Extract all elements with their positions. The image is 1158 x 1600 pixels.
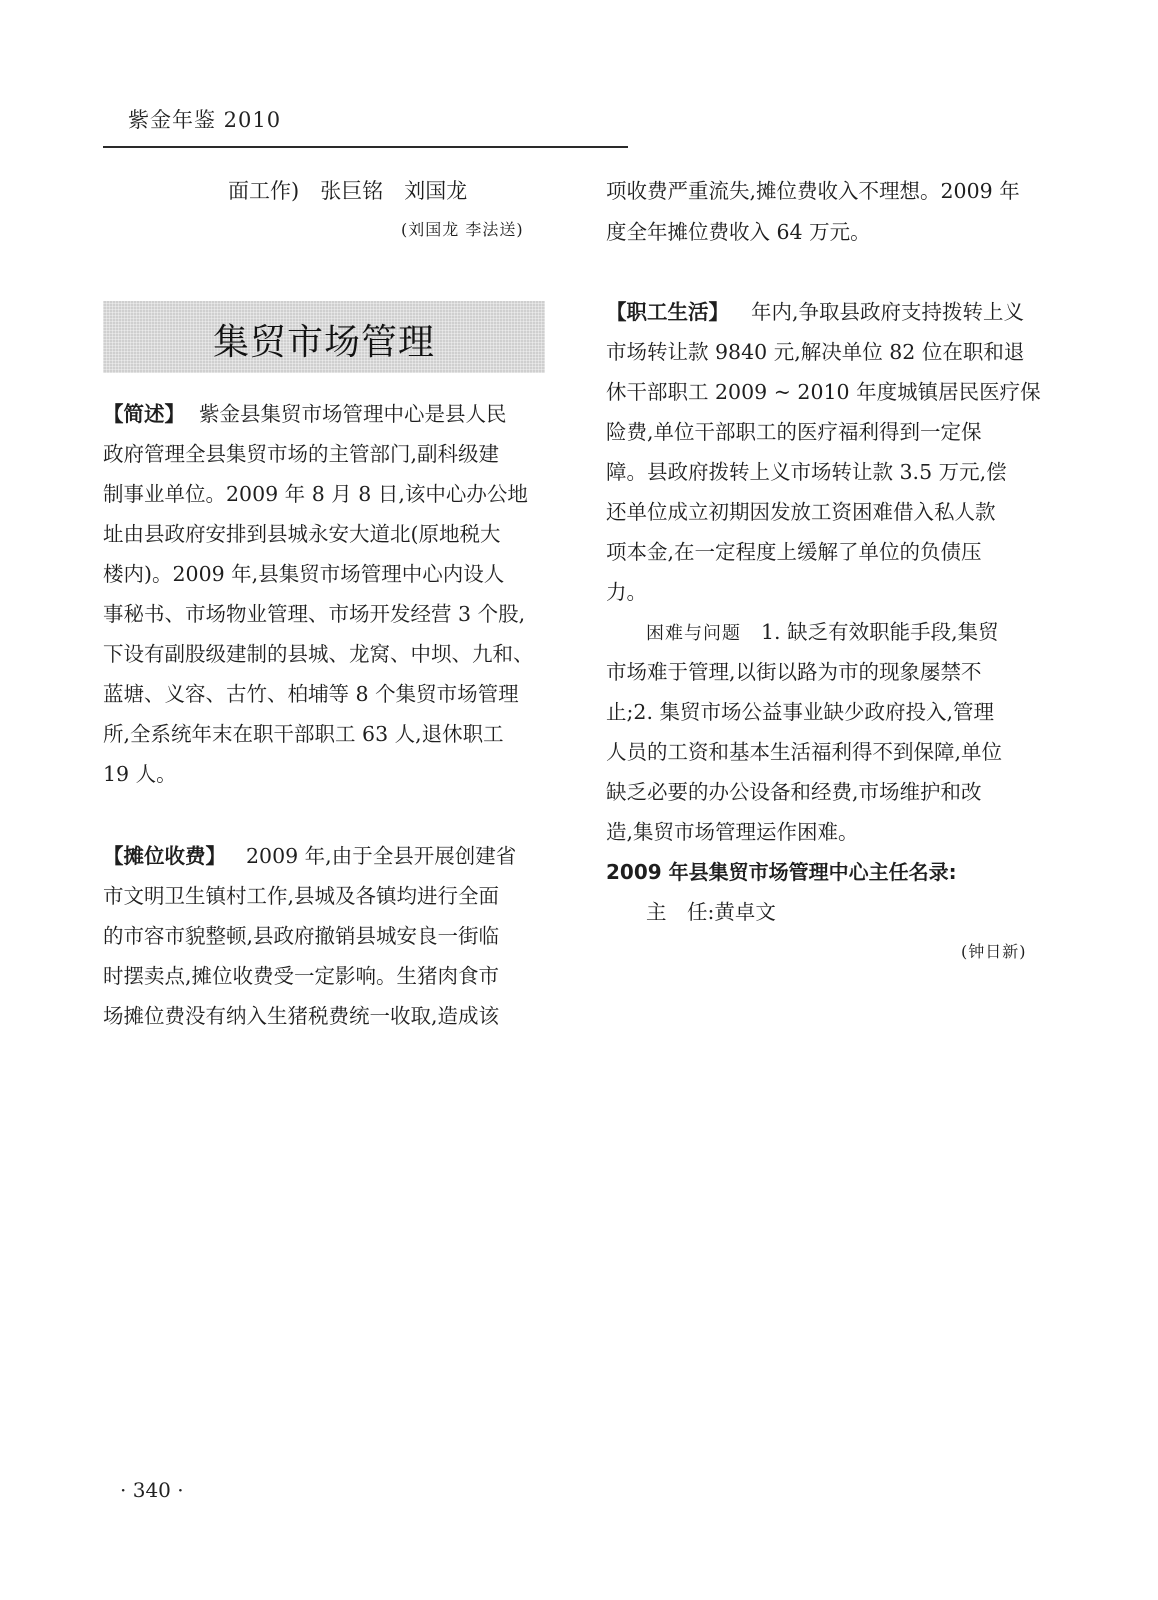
staff-life-line: 障。县政府拨转上义市场转让款 3.5 万元,偿 (606, 460, 1007, 484)
overview-line: 址由县政府安排到县城永安大道北(原地税大 (103, 522, 501, 546)
staff-life-line: 还单位成立初期因发放工资困难借入私人款 (606, 500, 996, 524)
overview-line: 所,全系统年末在职干部职工 63 人,退休职工 (103, 722, 504, 746)
carryover-credit: (刘国龙 李法送) (401, 220, 524, 239)
staff-life-line: 项本金,在一定程度上缓解了单位的负债压 (606, 540, 982, 564)
staff-life-first-line (606, 302, 1024, 323)
problems-line: 1. 缺乏有效职能手段,集贸 (761, 620, 999, 644)
overview-line: 楼内)。2009 年,县集贸市场管理中心内设人 (103, 562, 505, 586)
problems-line: 止;2. 集贸市场公益事业缺少政府投入,管理 (606, 700, 994, 724)
stall-fees-line: 的市容市貌整顿,县政府撤销县城安良一街临 (103, 924, 500, 948)
problems-first-line (646, 622, 999, 643)
overview-line: 蓝塘、义容、古竹、柏埔等 8 个集贸市场管理 (103, 682, 519, 706)
overview-line: 下设有副股级建制的县城、龙窝、中坝、九和、 (103, 642, 534, 666)
stall-fees-first-line (103, 846, 516, 867)
overview-line: 19 人。 (103, 762, 177, 786)
staff-life-heading: 【职工生活】 (606, 300, 729, 324)
stall-fees-line: 2009 年,由于全县开展创建省 (246, 844, 517, 868)
problems-line: 缺乏必要的办公设备和经费,市场维护和改 (606, 780, 982, 804)
carryover-names: 面工作) 张巨铭 刘国龙 (228, 179, 468, 203)
staff-life-line: 年内,争取县政府支持拨转上义 (751, 300, 1025, 324)
overview-heading: 【简述】 (103, 402, 185, 426)
stall-fees-line: 场摊位费没有纳入生猪税费统一收取,造成该 (103, 1004, 500, 1028)
staff-life-line: 休干部职工 2009 ~ 2010 年度城镇居民医疗保 (606, 380, 1041, 404)
problems-heading: 困难与问题 (646, 623, 741, 644)
stall-fees-cont-line: 项收费严重流失,摊位费收入不理想。2009 年 (606, 179, 1020, 203)
staff-life-line: 力。 (606, 580, 647, 604)
staff-life-line: 险费,单位干部职工的医疗福利得到一定保 (606, 420, 982, 444)
stall-fees-line: 时摆卖点,摊位收费受一定影响。生猪肉食市 (103, 964, 500, 988)
problems-line: 造,集贸市场管理运作困难。 (606, 820, 859, 844)
overview-line: 紫金县集贸市场管理中心是县人民 (199, 402, 507, 426)
problems-line: 人员的工资和基本生活福利得不到保障,单位 (606, 740, 1003, 764)
page-number: · 340 · (120, 1478, 184, 1502)
overview-line: 事秘书、市场物业管理、市场开发经营 3 个股, (103, 602, 526, 626)
header-rule (103, 146, 628, 148)
running-header: 紫金年鉴 2010 (128, 108, 282, 132)
overview-first-line (103, 404, 553, 425)
director-credit: (钟日新) (961, 942, 1027, 961)
staff-life-line: 市场转让款 9840 元,解决单位 82 位在职和退 (606, 340, 1025, 364)
director-entry: 主 任:黄卓文 (646, 900, 776, 924)
overview-line: 制事业单位。2009 年 8 月 8 日,该中心办公地 (103, 482, 528, 506)
section-title: 集贸市场管理 (212, 322, 435, 363)
stall-fees-line: 市文明卫生镇村工作,县城及各镇均进行全面 (103, 884, 500, 908)
section-title-banner (103, 301, 545, 373)
problems-line: 市场难于管理,以街以路为市的现象屡禁不 (606, 660, 982, 684)
stall-fees-heading: 【摊位收费】 (103, 844, 226, 868)
overview-line: 政府管理全县集贸市场的主管部门,副科级建 (103, 442, 500, 466)
stall-fees-cont-line: 度全年摊位费收入 64 万元。 (606, 220, 871, 244)
director-list-heading: 2009 年县集贸市场管理中心主任名录: (606, 860, 957, 884)
